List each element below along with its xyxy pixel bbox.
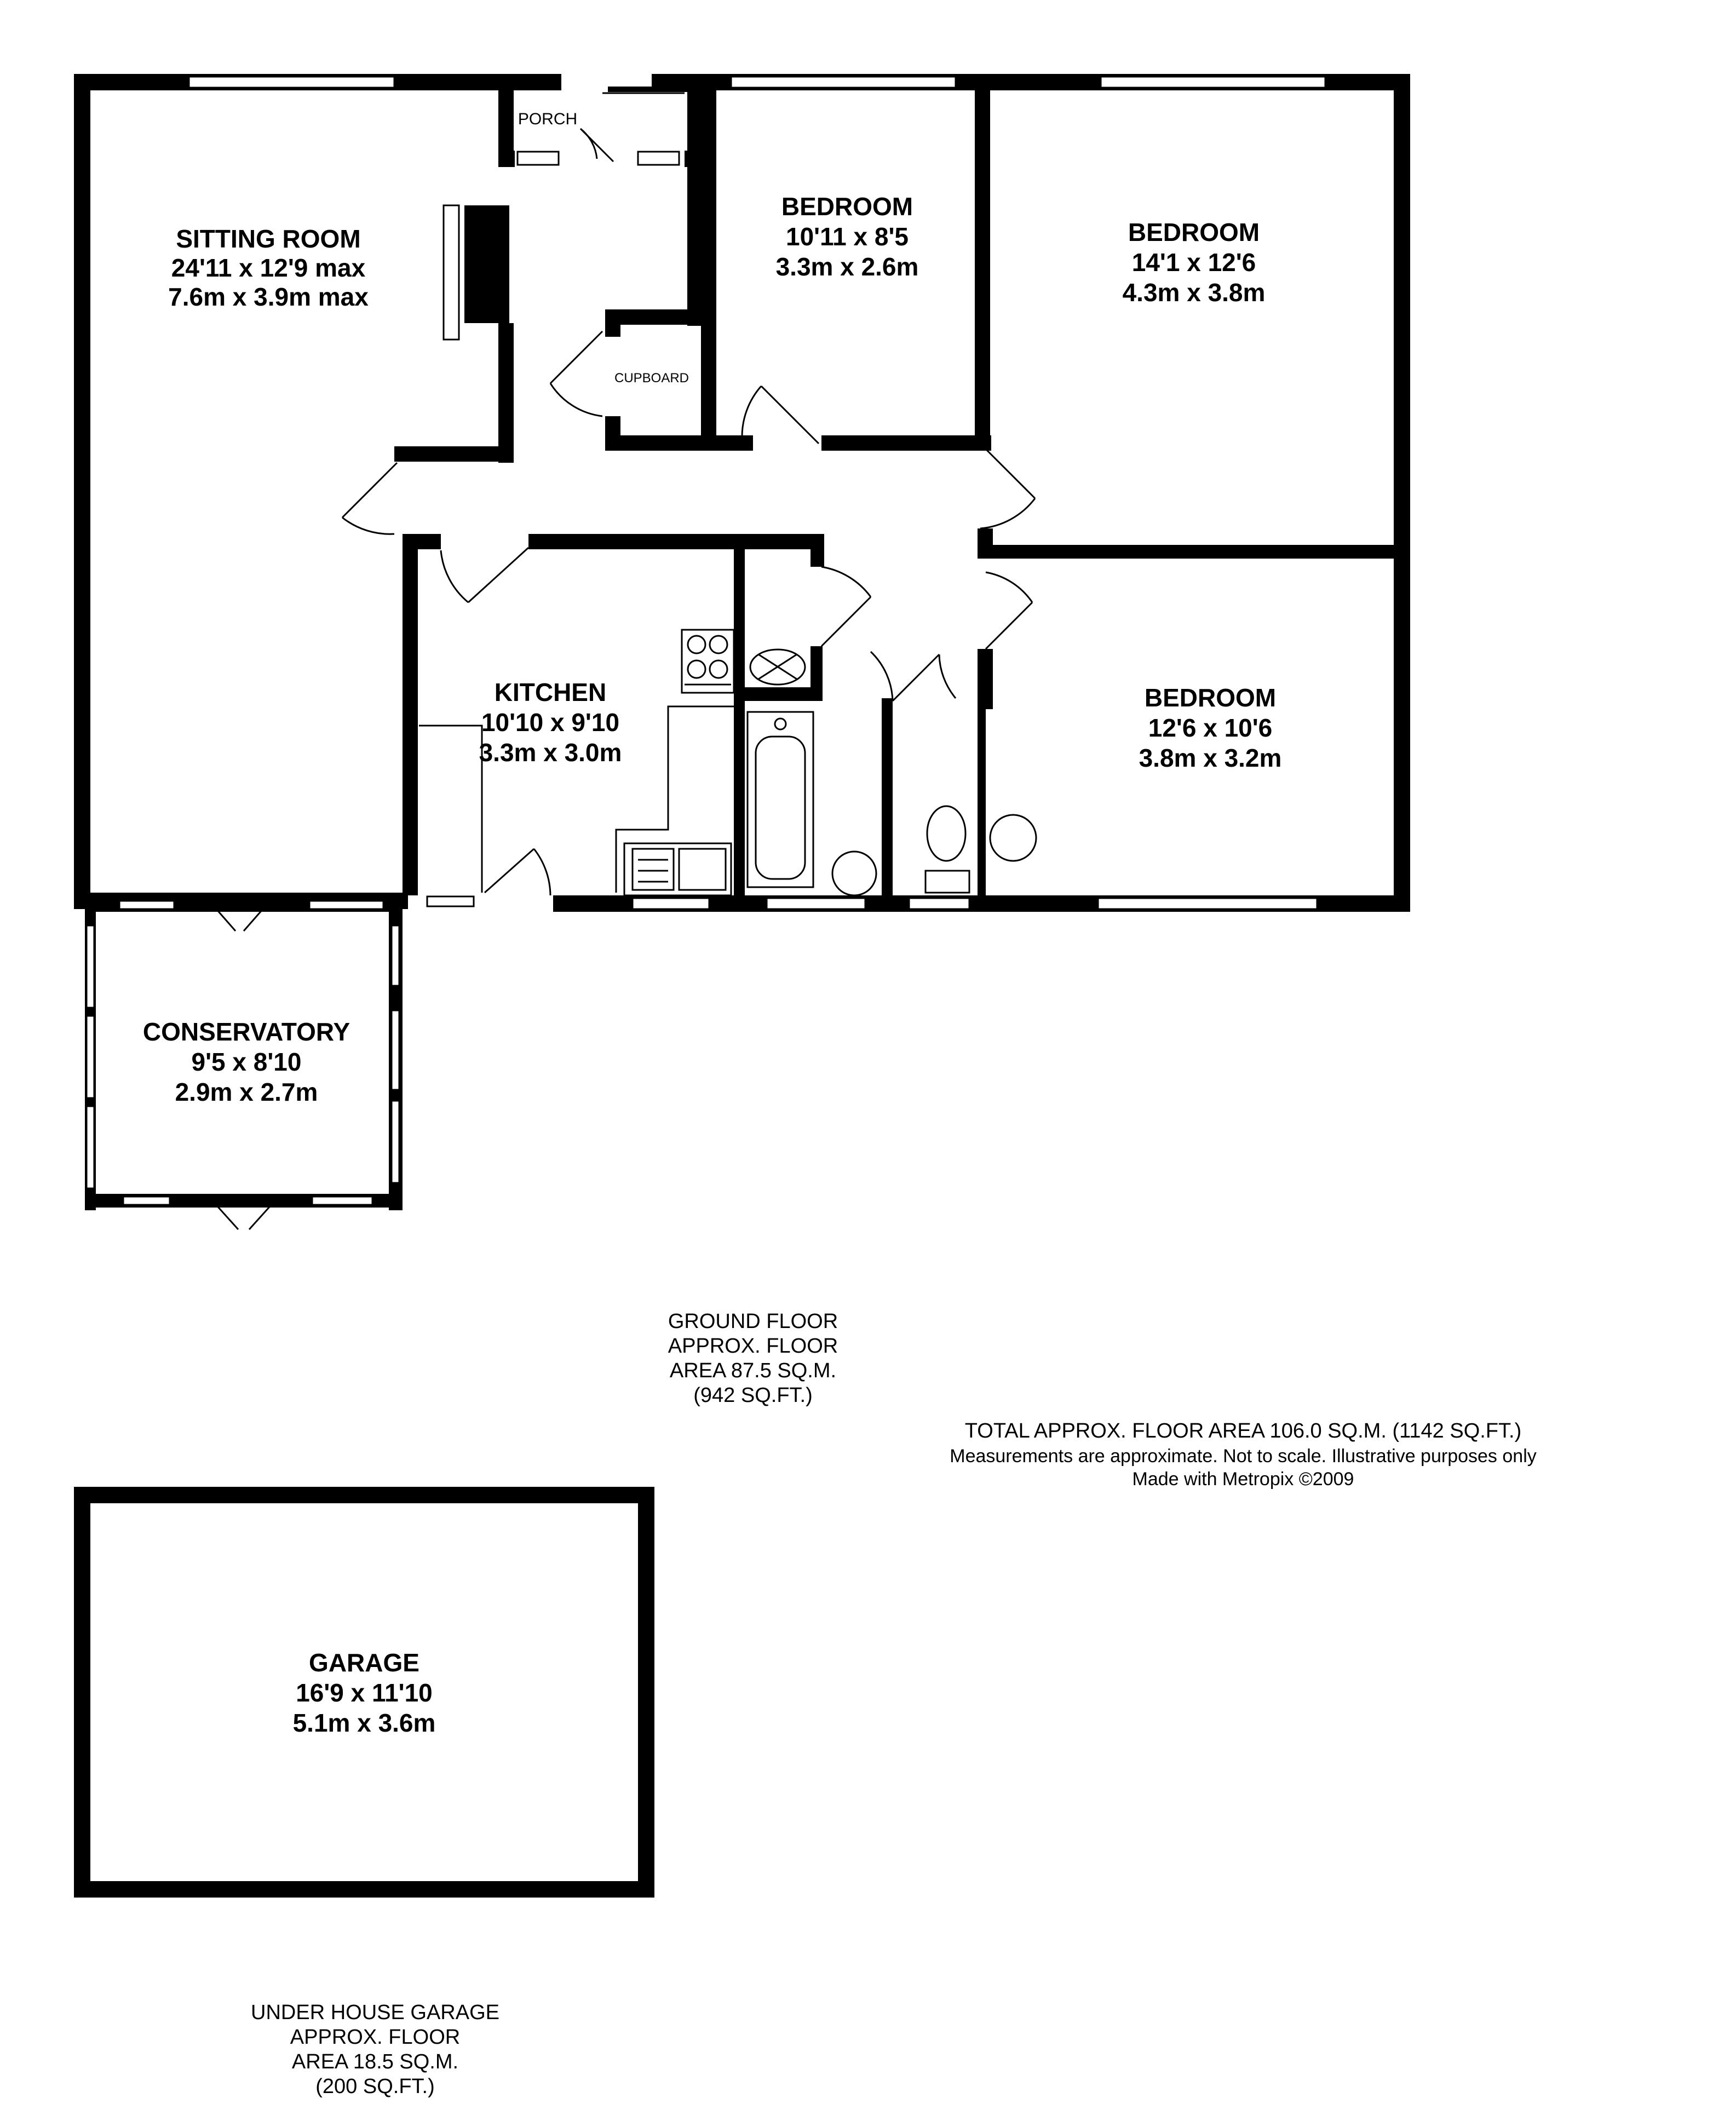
disclaimer-line: Measurements are approximate. Not to scale. Illustrative purposes only [950, 1446, 1537, 1467]
kitchen-label [479, 678, 622, 767]
fireplace [444, 205, 492, 340]
ground-floor-line4: (942 SQ.FT.) [693, 1384, 813, 1407]
garage-label [293, 1648, 436, 1737]
garage-name: GARAGE [309, 1648, 419, 1677]
bathroom-fixtures [748, 649, 969, 895]
kitchen-name: KITCHEN [494, 678, 607, 706]
bedroom-large-name: BEDROOM [1128, 218, 1260, 246]
conservatory-label [143, 1017, 350, 1106]
bedroom-rear-metric: 3.8m x 3.2m [1139, 744, 1282, 772]
bedroom-large-imperial: 14'1 x 12'6 [1131, 248, 1256, 277]
bedroom-rear-label [1139, 683, 1282, 772]
bedroom-large-label [1123, 218, 1266, 307]
porch-label: PORCH [518, 110, 578, 128]
total-area [950, 1419, 1537, 1490]
cupboard-label: CUPBOARD [614, 371, 689, 386]
top-windows [189, 77, 1325, 88]
kitchen-imperial: 10'10 x 9'10 [481, 708, 620, 737]
garage-area [251, 2001, 499, 2098]
kitchen-metric: 3.3m x 3.0m [479, 738, 622, 767]
bedroom-small-label [776, 192, 919, 281]
bedroom-rear-name: BEDROOM [1144, 683, 1277, 712]
ground-floor-line2: APPROX. FLOOR [668, 1335, 838, 1358]
conservatory-metric: 2.9m x 2.7m [175, 1078, 318, 1106]
credit-line: Made with Metropix ©2009 [1132, 1469, 1354, 1490]
ground-floor-area [668, 1310, 838, 1407]
porch-windows [518, 152, 679, 165]
bedroom-small-metric: 3.3m x 2.6m [775, 252, 919, 281]
sitting-room-metric: 7.6m x 3.9m max [168, 283, 369, 311]
garage-floor-line2: APPROX. FLOOR [290, 2026, 461, 2049]
conservatory-name: CONSERVATORY [142, 1017, 350, 1046]
garage-floor-title: UNDER HOUSE GARAGE [251, 2001, 499, 2024]
bedroom-large-metric: 4.3m x 3.8m [1122, 278, 1266, 307]
ground-floor-line3: AREA 87.5 SQ.M. [669, 1359, 837, 1382]
sitting-room-label [168, 225, 369, 311]
bedroom-rear-imperial: 12'6 x 10'6 [1148, 714, 1273, 742]
bedroom-small-imperial: 10'11 x 8'5 [786, 222, 909, 251]
bedroom-small-name: BEDROOM [781, 192, 913, 221]
garage-imperial: 16'9 x 11'10 [296, 1678, 433, 1707]
sitting-room-imperial: 24'11 x 12'9 max [171, 254, 366, 282]
garage-metric: 5.1m x 3.6m [292, 1709, 436, 1737]
sitting-room-name: SITTING ROOM [176, 225, 361, 253]
ground-floor-title: GROUND FLOOR [668, 1310, 838, 1333]
total-area-line: TOTAL APPROX. FLOOR AREA 106.0 SQ.M. (1142 SQ.FT.) [964, 1419, 1522, 1442]
garage-floor-line4: (200 SQ.FT.) [315, 2075, 435, 2098]
garage-floor-line3: AREA 18.5 SQ.M. [291, 2050, 459, 2073]
conservatory-imperial: 9'5 x 8'10 [191, 1048, 302, 1076]
bedroom-basin [990, 815, 1036, 861]
